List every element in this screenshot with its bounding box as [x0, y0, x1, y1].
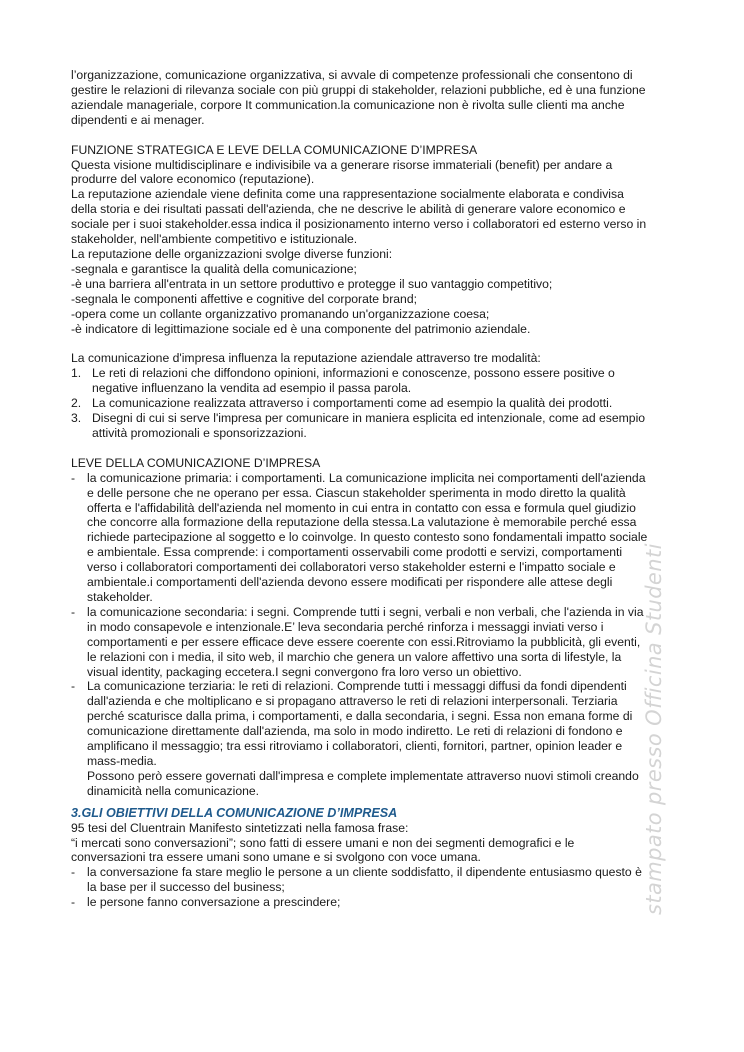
list-item-text: le persone fanno conversazione a prescindere;: [87, 895, 341, 910]
list-item-text: la comunicazione primaria: i comportamenti. La comunicazione implicita nei comportamenti dell'azienda e delle persone che ne operano per essa. Ciascun stakeholder sperimenta in modo diretto la qualità offerta e l'affidabilità dell'azienda nel momento in cui entra in contatto con essa e formula quel giudizio che concorre alla formazione della reputazione della stessa.La valutazione è memorabile perché essa richiede partecipazione al soggetto e lo coinvolge. In questo contesto sono fondamentali impatto sociale e ambientale. Essa comprende: i comportamenti osservabili come prodotti e servizi, comportamenti verso i collaboratori comportamenti dei collaboratori verso stakeholder esterni e l'impatto sociale e ambientale.i comportamenti dell'azienda devono essere modificati per rispondere alle attese degli stakeholder.: [87, 470, 648, 604]
paragraph-manifesto: 95 tesi del Cluentrain Manifesto sintetizzati nella famosa frase:: [71, 820, 409, 835]
paragraph-reputazione: La reputazione aziendale viene definita come una rappresentazione socialmente elaborata e condivisa della storia e dei risultati passati dell'azienda, che ne descrive le abilità di generare valore economico e sociale per i suoi stakeholder.essa indica il posizionamento interno verso i collaboratori ed esterno verso in stakeholder, nell'ambiente competitivo e istituzionale.: [71, 187, 647, 247]
list-item: [71, 471, 651, 605]
list-marker: -: [71, 679, 76, 694]
list-marker: 1.: [71, 366, 82, 381]
list-item: [71, 366, 651, 396]
list-marker: -: [71, 604, 76, 619]
list-item: [71, 396, 651, 411]
leve-list: [71, 471, 651, 769]
list-marker: 2.: [71, 396, 82, 411]
paragraph-funzioni-intro: La reputazione delle organizzazioni svolge diverse funzioni:: [71, 246, 393, 261]
obiettivi-list: [71, 865, 651, 910]
document-page: [71, 68, 651, 910]
funzione-item: -è indicatore di legittimazione sociale ed è una componente del patrimonio aziendale.: [71, 321, 531, 336]
paragraph-continuation: Possono però essere governati dall'impresa e complete implementate attraverso nuovi stimoli creando dinamicità nella comunicazione.: [87, 768, 639, 798]
list-marker: -: [71, 865, 76, 880]
list-item-text: Le reti di relazioni che diffondono opinioni, informazioni e conoscenze, possono essere positive o negative influenzano la vendita ad esempio il passa parola.: [92, 366, 615, 396]
list-item-text: la comunicazione secondaria: i segni. Comprende tutti i segni, verbali e non verbali, che l'azienda in via in modo consapevole e intenzionale.E’ leva secondaria perché rinforza i messaggi inviati verso i comportamenti e per essere efficace deve essere coerente con essi.Ritroviamo la pubblicità, gli eventi, le relazioni con i media, il sito web, il marchio che genera un valore affettivo una sorta di lifestyle, la visual identity, packaging eccetera.I segni convergono fra loro verso un obiettivo.: [87, 604, 644, 679]
list-item: [71, 895, 651, 910]
intro-paragraph: l’organizzazione, comunicazione organizzativa, si avvale di competenze professionali che consentono di gestire le relazioni di rilevanza sociale con più gruppi di stakeholder, relazioni pubbliche, ed è una funzione aziendale manageriale, corpore It communication.la comunicazione non è rivolta sulle clienti ma anche dipendenti e ai menager.: [71, 68, 646, 127]
paragraph-modalita-intro: La comunicazione d'impresa influenza la reputazione aziendale attraverso tre modalità:: [71, 351, 541, 366]
list-marker: 3.: [71, 411, 82, 426]
list-item-text: la conversazione fa stare meglio le persone a un cliente soddisfatto, il dipendente entusiasmo questo è la base per il successo del business;: [87, 865, 642, 895]
funzione-item: -è una barriera all'entrata in un settore produttivo e protegge il suo vantaggio competitivo;: [71, 276, 553, 291]
list-marker: -: [71, 895, 76, 910]
section-heading-leve: LEVE DELLA COMUNICAZIONE D’IMPRESA: [71, 455, 321, 470]
modalita-list: [71, 366, 651, 441]
watermark: stampato presso Officina Studenti: [642, 543, 666, 915]
list-item-text: La comunicazione realizzata attraverso i comportamenti come ad esempio la qualità dei prodotti.: [92, 396, 613, 411]
section-heading-obiettivi: 3.GLI OBIETTIVI DELLA COMUNICAZIONE D’IMPRESA: [71, 805, 398, 820]
paragraph-visione: Questa visione multidisciplinare e indivisibile va a generare risorse immateriali (benefit) per andare a produrre del valore economico (reputazione).: [71, 157, 613, 187]
list-marker: -: [71, 470, 76, 485]
funzione-item: -opera come un collante organizzativo promanando un'organizzazione coesa;: [71, 306, 490, 321]
section-heading-funzione-strategica: FUNZIONE STRATEGICA E LEVE DELLA COMUNICAZIONE D’IMPRESA: [71, 142, 478, 157]
funzione-item: -segnala le componenti affettive e cognitive del corporate brand;: [71, 291, 417, 306]
list-item-text: La comunicazione terziaria: le reti di relazioni. Comprende tutti i messaggi diffusi da fondi dipendenti dall'azienda e che moltiplicano e si propagano attraverso le reti di relazioni interpersonali. Terziaria perché scaturisce dalla prima, i comportamenti, e dalla secondaria, i segni. Essa non emana forme di comunicazione direttamente dall'azienda, ma solo in modo indiretto. Le reti di relazioni di fondono e amplificano il messaggio; tra essi ritroviamo i collaboratori, clienti, fornitori, partner, opinion leader e mass-media.: [87, 679, 633, 768]
funzione-item: -segnala e garantisce la qualità della comunicazione;: [71, 261, 357, 276]
list-item-text: Disegni di cui si serve l'impresa per comunicare in maniera esplicita ed intenzionale, come ad esempio attività promozionali e sponsorizzazioni.: [92, 411, 646, 440]
list-item: [71, 865, 651, 895]
list-item: [71, 605, 651, 680]
list-item: [71, 679, 651, 768]
paragraph-mercati: “i mercati sono conversazioni”; sono fatti di essere umani e non dei segmenti demografici e le conversazioni tra essere umani sono umane e si svolgono con voce umana.: [71, 835, 575, 865]
list-item: [71, 411, 651, 441]
